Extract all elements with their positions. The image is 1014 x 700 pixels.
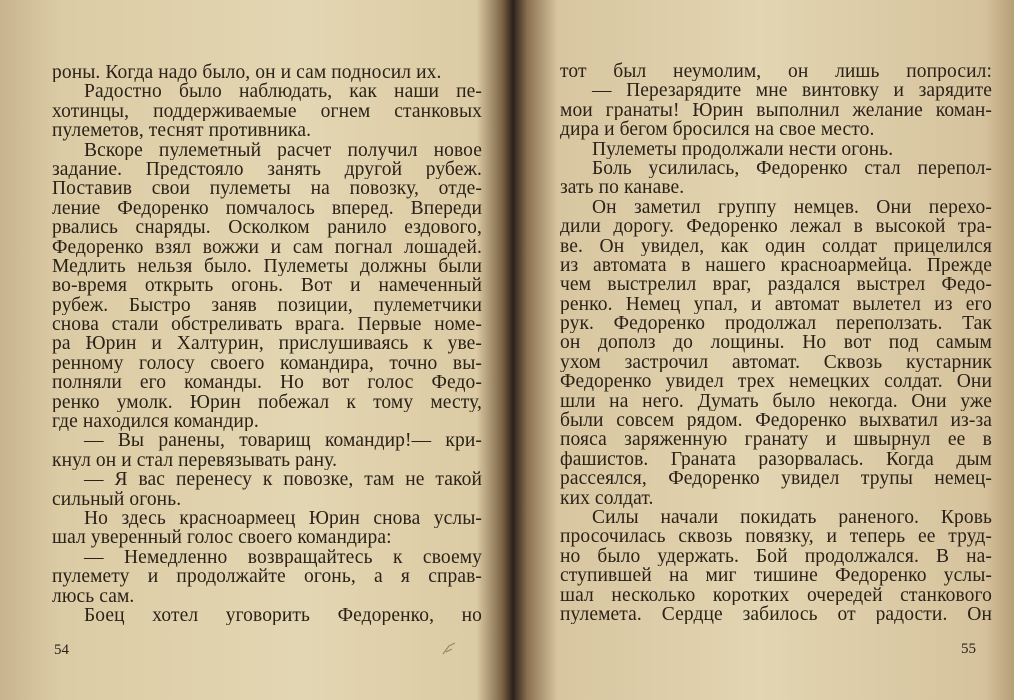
text-line: рвались снаряды. Осколком ранило ездового, xyxy=(52,218,482,238)
text-line: он дополз до лощины. Но вот под самым xyxy=(560,333,992,353)
text-line: ренному голосу своего командира, точно вы- xyxy=(52,353,482,374)
text-line: люсь сам. xyxy=(52,586,135,606)
right-page xyxy=(523,0,1014,700)
text-line: ступившей на миг тишине Федоренко услы- xyxy=(560,566,992,586)
text-line: Но здесь красноармеец Юрин снова услы- xyxy=(84,508,482,529)
right-page-number: 55 xyxy=(961,641,976,657)
text-line: мои гранаты! Юрин выполнил желание коман- xyxy=(560,100,992,121)
text-line: шал несколько коротких очередей станкового xyxy=(560,585,992,605)
text-line: ренко умолк. Юрин побежал к тому месту, xyxy=(52,392,482,413)
text-line: пулемету и продолжайте огонь, а я справ- xyxy=(52,567,482,587)
left-page-number: 54 xyxy=(54,642,69,658)
text-line: пулемета. Сердце забилось от радости. Он xyxy=(560,604,992,625)
text-line: фашистов. Граната разорвалась. Когда дым xyxy=(560,449,992,470)
text-line: — Немедленно возвращайтесь к своему xyxy=(84,547,482,568)
text-line: где находился командир. xyxy=(52,412,259,432)
text-line: снова стали обстреливать врага. Первые номе- xyxy=(52,315,482,335)
text-line: были совсем рядом. Федоренко выхватил из-за xyxy=(560,411,992,431)
text-line: во-время открыть огонь. Вот и намеченный xyxy=(52,276,482,296)
text-line: роны. Когда надо было, он и сам подносил их. xyxy=(52,63,442,83)
text-line: из автомата в нашего красноармейца. Прежде xyxy=(560,255,992,276)
text-line: Силы начали покидать раненого. Кровь xyxy=(592,507,992,528)
text-line: кнул он и стал перевязывать рану. xyxy=(52,450,338,471)
text-line: тот был неумолим, он лишь попросил: xyxy=(560,62,992,82)
text-line: Медлить нельзя было. Пулеметы должны были xyxy=(52,256,482,277)
text-line: Пулеметы продолжали нести огонь. xyxy=(592,139,894,159)
text-line: ра Юрин и Халтурин, прислушиваясь к уве- xyxy=(52,334,482,354)
text-line: Поставив свои пулеметы на повозку, отде- xyxy=(52,179,482,199)
text-line: Федоренко взял вожжи и сам погнал лошадей. xyxy=(52,237,482,257)
text-line: Радостно было наблюдать, как наши пе- xyxy=(84,82,482,102)
text-line: ухом застрочил автомат. Сквозь кустарник xyxy=(560,352,992,373)
text-line: рубеж. Быстро заняв позиции, пулеметчики xyxy=(52,295,482,316)
text-line: пулеметов, теснят противника. xyxy=(52,121,312,141)
text-line: Он заметил группу немцев. Они перехо- xyxy=(592,197,992,218)
text-line: полняли его команды. Но вот голос Федо- xyxy=(52,373,482,393)
left-page xyxy=(0,0,505,700)
text-line: — Перезарядите мне винтовку и зарядите xyxy=(592,81,992,101)
text-line: — Я вас перенесу к повозке, там не такой xyxy=(84,470,482,490)
text-line: Боец хотел уговорить Федоренко, но xyxy=(84,605,482,626)
text-line: задание. Предстояло занять другой рубеж. xyxy=(52,159,482,180)
text-line: дира и бегом бросился на свое место. xyxy=(560,120,875,140)
text-line: сильный огонь. xyxy=(52,489,182,509)
text-line: рук. Федоренко продолжал переползать. Так xyxy=(560,314,992,334)
text-line: ких солдат. xyxy=(560,488,654,508)
text-line: но было удержать. Бой продолжался. В на- xyxy=(560,546,992,567)
left-page-text xyxy=(52,63,482,625)
text-line: ренко. Немец упал, и автомат вылетел из его xyxy=(560,294,992,315)
text-line: — Вы ранены, товарищ командир!— кри- xyxy=(84,431,482,451)
text-line: ве. Он увидел, как один солдат прицелился xyxy=(560,236,992,256)
text-line: дили дорогу. Федоренко лежал в высокой тра- xyxy=(560,217,992,237)
text-line: шал уверенный голос своего командира: xyxy=(52,528,392,548)
text-line: ление Федоренко помчалось вперед. Впереди xyxy=(52,198,482,219)
text-line: рассеялся, Федоренко увидел трупы немец- xyxy=(560,469,992,489)
text-line: шли на него. Думать было некогда. Они уже xyxy=(560,391,992,412)
text-line: Вскоре пулеметный расчет получил новое xyxy=(84,140,482,160)
text-line: хотинцы, поддерживаемые огнем станковых xyxy=(52,101,482,122)
text-line: чем выстрелил враг, раздался выстрел Федо- xyxy=(560,275,992,295)
text-line: пояса заряженную гранату и швырнул ее в xyxy=(560,430,992,450)
text-line: Федоренко увидел трех немецких солдат. Они xyxy=(560,372,992,392)
right-page-text xyxy=(560,62,992,624)
text-line: Боль усилилась, Федоренко стал перепол- xyxy=(592,158,992,179)
ink-smudge-icon xyxy=(440,640,458,658)
text-line: зать по канаве. xyxy=(560,178,685,198)
text-line: просочилась сквозь повязку, и теперь ее труд- xyxy=(560,527,992,547)
